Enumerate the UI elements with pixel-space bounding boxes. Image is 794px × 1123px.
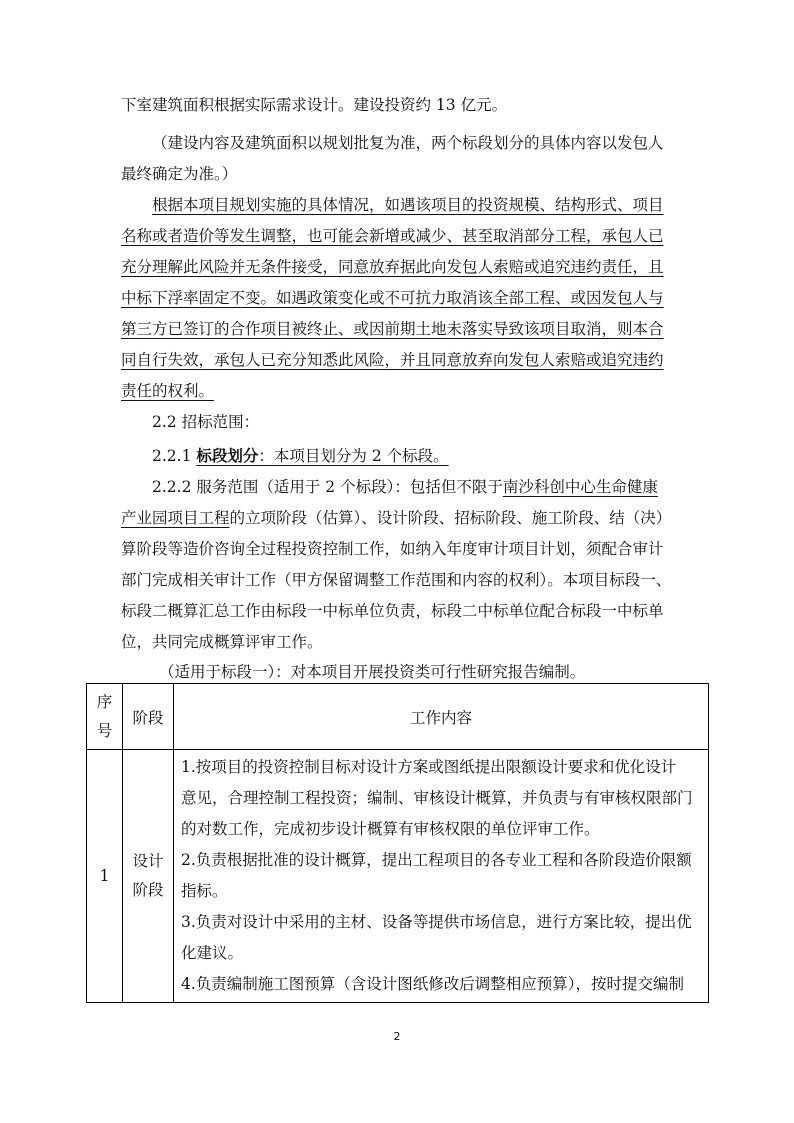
content-line: 化建议。 (181, 944, 244, 962)
scope-of-work-table (86, 683, 709, 1003)
underlined-text-line: 同自行失效，承包人已充分知悉此风险，并且同意放弃向发包人索赔或追究违约 (121, 351, 664, 369)
text-line: 最终确定为准。） (121, 165, 238, 183)
project-name-part-b: 产业园项目工程 (121, 509, 230, 527)
text-line: （适用于标段一）：对本项目开展投资类可行性研究报告编制。 (159, 663, 586, 681)
lot-division-label: 标段划分 (196, 446, 259, 465)
header-seq (87, 684, 123, 750)
section-heading: 2.2 招标范围： (152, 413, 260, 431)
content-line: 意见，合理控制工程投资；编制、审核设计概算，并负责与有审核权限部门 (181, 789, 693, 807)
underlined-text-line: 根据本项目规划实施的具体情况，如遇该项目的投资规模、结构形式、项目 (152, 196, 664, 214)
content-line: 指标。 (181, 882, 228, 900)
row-content (174, 750, 709, 1003)
content-line: 2.负责根据批准的设计概算，提出工程项目的各专业工程和各阶段造价限额 (181, 851, 692, 869)
text-line: 位，共同完成概算评审工作。 (121, 633, 323, 651)
text-line: 算阶段等造价咨询全过程投资控制工作，如纳入年度审计项目计划，须配合审计 (121, 540, 664, 558)
content-line: 的对数工作，完成初步设计概算有审核权限的单位评审工作。 (181, 820, 600, 838)
row-seq: 1 (87, 750, 123, 1003)
header-stage: 阶段 (123, 684, 174, 750)
lot-division-text: 本项目划分为 2 个标段。 (273, 447, 449, 465)
project-name-part-a: 南沙科创中心生命健康 (502, 478, 658, 496)
text-line: （建设内容及建筑面积以规划批复为准，两个标段划分的具体内容以发包人 (152, 134, 664, 152)
service-scope-lead: 2.2.2 服务范围（适用于 2 个标段）：包括但不限于 (152, 478, 503, 496)
colon: ： (258, 447, 274, 465)
page-number: 2 (393, 1030, 401, 1043)
underlined-text-line: 名称或者造价等发生调整，也可能会新增或减少、甚至取消部分工程，承包人已 (121, 227, 664, 245)
text-line: 部门完成相关审计工作（甲方保留调整工作范围和内容的权利）。本项目标段一、 (121, 571, 672, 589)
content-line: 4.负责编制施工图预算（含设计图纸修改后调整相应预算），按时提交编制 (181, 975, 685, 993)
header-seq-line: 号 (96, 721, 113, 740)
service-scope-text: 的立项阶段（估算）、设计阶段、招标阶段、施工阶段、结（决） (229, 509, 672, 527)
row-stage-line: 阶段 (132, 881, 164, 899)
underlined-text-line: 充分理解此风险并无条件接受，同意放弃据此向发包人索赔或追究违约责任，且 (121, 258, 664, 276)
content-line: 1.按项目的投资控制目标对设计方案或图纸提出限额设计要求和优化设计 (181, 758, 677, 776)
row-stage (123, 750, 174, 1003)
paragraph-risk-clause (121, 190, 677, 407)
text-line: 标段二概算汇总工作由标段一中标单位负责，标段二中标单位配合标段一中标单 (121, 602, 664, 620)
underlined-text-line: 第三方已签订的合作项目被终止、或因前期土地未落实导致该项目取消，则本合 (121, 320, 664, 338)
section-number: 2.2.1 (152, 447, 197, 465)
section-2-2-2 (121, 472, 677, 658)
table-row (87, 750, 709, 1003)
paragraph-investment (121, 90, 677, 121)
header-seq-line: 序 (96, 692, 113, 711)
underlined-text-line: 责任的权利。 (121, 382, 215, 400)
content-line: 3.负责对设计中采用的主材、设备等提供市场信息，进行方案比较，提出优 (181, 913, 692, 931)
paragraph-note (121, 128, 677, 190)
underlined-text-line: 中标下浮率固定不变。如遇政策变化或不可抗力取消该全部工程、或因发包人与 (121, 289, 664, 307)
section-2-2-1 (121, 440, 677, 471)
table-header-row (87, 684, 709, 750)
section-2-2-heading (121, 407, 677, 438)
text-line: 下室建筑面积根据实际需求设计。建设投资约 13 亿元。 (121, 96, 508, 114)
row-stage-line: 设计 (132, 852, 164, 870)
header-content: 工作内容 (174, 684, 709, 750)
